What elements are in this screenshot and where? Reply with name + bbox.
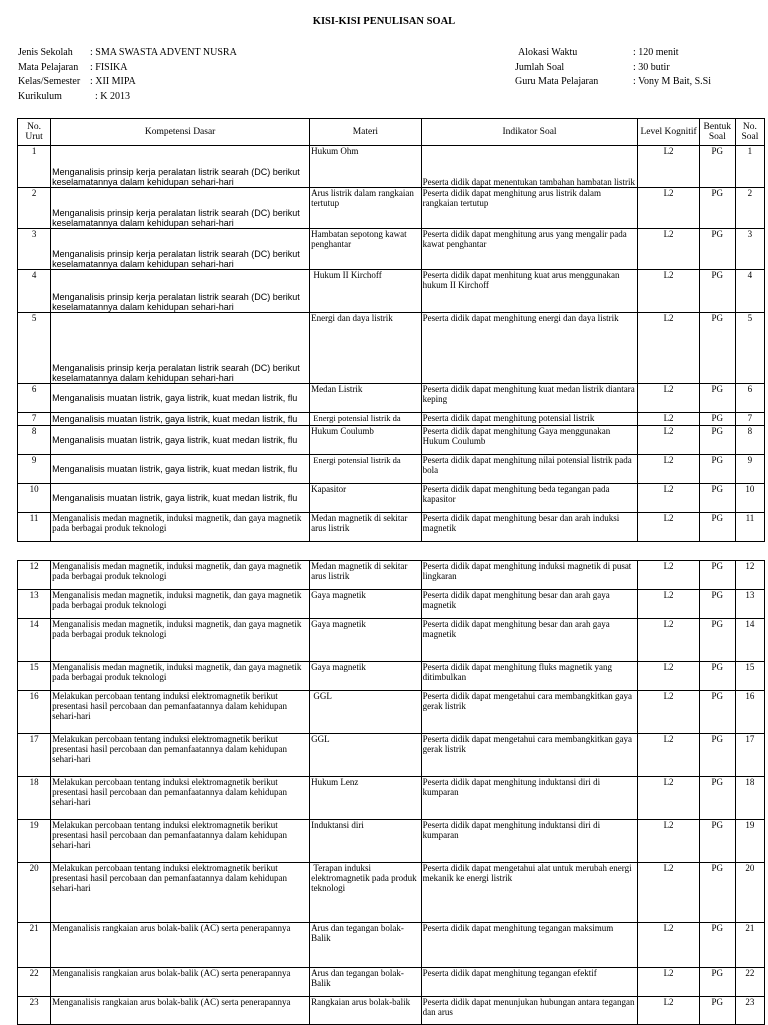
kompetensi-dasar-cell: Menganalisis rangkaian arus bolak-balik (AC) serta penerapannya [51,997,310,1025]
indikator-soal-cell: Peserta didik dapat menghitung Gaya menggunakan Hukum Coulumb [421,426,638,455]
materi-cell: Hambatan sepotong kawat penghantar [310,229,421,270]
table-row [18,691,765,734]
no-soal-cell: 5 [735,313,764,384]
row-number: 18 [18,777,51,820]
info-guru [515,75,711,90]
materi-cell: Arus listrik dalam rangkaian tertutup [310,188,421,229]
kompetensi-dasar-cell: Melakukan percobaan tentang induksi elektromagnetik berikut presentasi hasil percobaan dan pemanfaatannya dalam kehidupan sehari-hari [51,820,310,863]
table-row [18,619,765,662]
indikator-soal-cell: Peserta didik dapat mengetahui alat untuk merubah energi mekanik ke energi listrik [421,863,638,923]
row-number: 13 [18,590,51,619]
materi-cell: Medan magnetik di sekitar arus listrik [310,561,421,590]
level-kognitif-cell: L2 [638,426,699,455]
level-kognitif-cell: L2 [638,229,699,270]
kompetensi-dasar-cell: Menganalisis muatan listrik, gaya listrik, kuat medan listrik, flu [51,384,310,413]
materi-cell: Rangkaian arus bolak-balik [310,997,421,1025]
level-kognitif-cell: L2 [638,590,699,619]
level-kognitif-cell: L2 [638,484,699,513]
kompetensi-dasar-cell: Menganalisis muatan listrik, gaya listrik, kuat medan listrik, flu [51,426,310,455]
no-soal-cell: 1 [735,146,764,188]
indikator-soal-cell: Peserta didik dapat menghitung nilai potensial listrik pada bola [421,455,638,484]
indikator-soal-cell: Peserta didik dapat menghitung arus yang mengalir pada kawat penghantar [421,229,638,270]
no-soal-cell: 11 [735,513,764,542]
info-kelas-semester [18,75,237,90]
level-kognitif-cell: L2 [638,662,699,691]
materi-cell: GGL [310,691,421,734]
info-jenis-sekolah [18,46,237,61]
indikator-soal-cell: Peserta didik dapat menghitung induktansi diri di kumparan [421,777,638,820]
kompetensi-dasar-cell: Menganalisis muatan listrik, gaya listrik, kuat medan listrik, flu [51,484,310,513]
level-kognitif-cell: L2 [638,270,699,313]
row-number: 2 [18,188,51,229]
info-label: Guru Mata Pelajaran [515,76,599,87]
materi-cell: Energi potensial listrik da [310,413,421,426]
kompetensi-dasar-cell: Menganalisis prinsip kerja peralatan listrik searah (DC) berikut keselamatannya dalam kehidupan sehari-hari [51,188,310,229]
row-number: 23 [18,997,51,1025]
materi-cell: Medan magnetik di sekitar arus listrik [310,513,421,542]
table-row [18,923,765,968]
kompetensi-dasar-cell: Menganalisis medan magnetik, induksi magnetik, dan gaya magnetik pada berbagai produk teknologi [51,619,310,662]
materi-cell: Terapan induksi elektromagnetik pada produk teknologi [310,863,421,923]
materi-cell: Arus dan tegangan bolak-Balik [310,968,421,997]
indikator-soal-cell: Peserta didik dapat menentukan tambahan hambatan listrik [421,146,638,188]
no-soal-cell: 10 [735,484,764,513]
no-soal-cell: 2 [735,188,764,229]
bentuk-soal-cell: PG [699,270,735,313]
header-level-kognitif: Level Kognitif [638,119,699,146]
row-number: 4 [18,270,51,313]
no-soal-cell: 20 [735,863,764,923]
info-label: Kurikulum [18,90,62,102]
bentuk-soal-cell: PG [699,619,735,662]
level-kognitif-cell: L2 [638,820,699,863]
kompetensi-dasar-cell: Menganalisis medan magnetik, induksi magnetik, dan gaya magnetik pada berbagai produk teknologi [51,513,310,542]
row-number: 16 [18,691,51,734]
level-kognitif-cell: L2 [638,313,699,384]
kompetensi-dasar-cell: Menganalisis prinsip kerja peralatan listrik searah (DC) berikut keselamatannya dalam kehidupan sehari-hari [51,313,310,384]
info-value: : K 2013 [90,90,130,102]
bentuk-soal-cell: PG [699,188,735,229]
materi-cell: Kapasitor [310,484,421,513]
kompetensi-dasar-cell: Melakukan percobaan tentang induksi elektromagnetik berikut presentasi hasil percobaan dan pemanfaatannya dalam kehidupan sehari-hari [51,734,310,777]
materi-cell: Hukum II Kirchoff [310,270,421,313]
no-soal-cell: 21 [735,923,764,968]
row-number: 8 [18,426,51,455]
table-header-row [18,119,765,146]
bentuk-soal-cell: PG [699,513,735,542]
no-soal-cell: 22 [735,968,764,997]
header-kompetensi-dasar: Kompetensi Dasar [51,119,310,146]
bentuk-soal-cell: PG [699,146,735,188]
no-soal-cell: 12 [735,561,764,590]
level-kognitif-cell: L2 [638,513,699,542]
header-indikator-soal: Indikator Soal [421,119,638,146]
indikator-soal-cell: Peserta didik dapat menghitung tegangan maksimum [421,923,638,968]
info-alokasi-waktu [515,46,711,61]
materi-cell: Energi potensial listrik da [310,455,421,484]
info-label: Mata Pelajaran [18,61,79,73]
kisi-kisi-table-part-2 [17,560,765,1025]
header-no-urut: No. Urut [18,119,51,146]
level-kognitif-cell: L2 [638,561,699,590]
kompetensi-dasar-cell: Menganalisis medan magnetik, induksi magnetik, dan gaya magnetik pada berbagai produk teknologi [51,590,310,619]
no-soal-cell: 8 [735,426,764,455]
indikator-soal-cell: Peserta didik dapat menghitung fluks magnetik yang ditimbulkan [421,662,638,691]
indikator-soal-cell: Peserta didik dapat menghitung tegangan efektif [421,968,638,997]
kompetensi-dasar-cell: Menganalisis prinsip kerja peralatan listrik searah (DC) berikut keselamatannya dalam kehidupan sehari-hari [51,270,310,313]
level-kognitif-cell: L2 [638,691,699,734]
row-number: 6 [18,384,51,413]
table-row [18,313,765,384]
bentuk-soal-cell: PG [699,384,735,413]
level-kognitif-cell: L2 [638,863,699,923]
materi-cell: Gaya magnetik [310,662,421,691]
info-mata-pelajaran [18,61,237,76]
row-number: 21 [18,923,51,968]
row-number: 19 [18,820,51,863]
indikator-soal-cell: Peserta didik dapat menghitung besar dan arah gaya magnetik [421,590,638,619]
info-value: : 30 butir [633,61,670,73]
bentuk-soal-cell: PG [699,590,735,619]
indikator-soal-cell: Peserta didik dapat menunjukan hubungan antara tegangan dan arus [421,997,638,1025]
bentuk-soal-cell: PG [699,997,735,1025]
materi-cell: GGL [310,734,421,777]
kompetensi-dasar-cell: Melakukan percobaan tentang induksi elektromagnetik berikut presentasi hasil percobaan dan pemanfaatannya dalam kehidupan sehari-hari [51,691,310,734]
bentuk-soal-cell: PG [699,229,735,270]
indikator-soal-cell: Peserta didik dapat menghitung besar dan arah gaya magnetik [421,619,638,662]
materi-cell: Arus dan tegangan bolak-Balik [310,923,421,968]
indikator-soal-cell: Peserta didik dapat mengetahui cara membangkitkan gaya gerak listrik [421,691,638,734]
info-value: : Vony M Bait, S.Si [633,76,711,87]
header-no-soal: No. Soal [735,119,764,146]
materi-cell: Energi dan daya listrik [310,313,421,384]
level-kognitif-cell: L2 [638,997,699,1025]
kompetensi-dasar-cell: Melakukan percobaan tentang induksi elektromagnetik berikut presentasi hasil percobaan dan pemanfaatannya dalam kehidupan sehari-hari [51,863,310,923]
no-soal-cell: 4 [735,270,764,313]
bentuk-soal-cell: PG [699,691,735,734]
row-number: 17 [18,734,51,777]
row-number: 5 [18,313,51,384]
table-row [18,734,765,777]
row-number: 15 [18,662,51,691]
materi-cell: Hukum Lenz [310,777,421,820]
table-row [18,229,765,270]
level-kognitif-cell: L2 [638,188,699,229]
school-info [18,46,237,104]
document-title: KISI-KISI PENULISAN SOAL [312,16,456,27]
bentuk-soal-cell: PG [699,777,735,820]
level-kognitif-cell: L2 [638,455,699,484]
table-row [18,968,765,997]
row-number: 11 [18,513,51,542]
table-row [18,384,765,413]
bentuk-soal-cell: PG [699,863,735,923]
level-kognitif-cell: L2 [638,384,699,413]
materi-cell: Hukum Ohm [310,146,421,188]
no-soal-cell: 15 [735,662,764,691]
header-bentuk-soal: Bentuk Soal [699,119,735,146]
bentuk-soal-cell: PG [699,820,735,863]
no-soal-cell: 3 [735,229,764,270]
kompetensi-dasar-cell: Melakukan percobaan tentang induksi elektromagnetik berikut presentasi hasil percobaan dan pemanfaatannya dalam kehidupan sehari-hari [51,777,310,820]
bentuk-soal-cell: PG [699,455,735,484]
info-label: Alokasi Waktu [518,47,578,58]
level-kognitif-cell: L2 [638,619,699,662]
row-number: 10 [18,484,51,513]
kompetensi-dasar-cell: Menganalisis medan magnetik, induksi magnetik, dan gaya magnetik pada berbagai produk teknologi [51,561,310,590]
table-row [18,413,765,426]
indikator-soal-cell: Peserta didik dapat menghitung kuat medan listrik diantara keping [421,384,638,413]
level-kognitif-cell: L2 [638,146,699,188]
level-kognitif-cell: L2 [638,777,699,820]
kompetensi-dasar-cell: Menganalisis rangkaian arus bolak-balik (AC) serta penerapannya [51,923,310,968]
table-row [18,455,765,484]
no-soal-cell: 23 [735,997,764,1025]
bentuk-soal-cell: PG [699,968,735,997]
bentuk-soal-cell: PG [699,484,735,513]
bentuk-soal-cell: PG [699,923,735,968]
bentuk-soal-cell: PG [699,426,735,455]
info-value: : FISIKA [90,61,128,73]
indikator-soal-cell: Peserta didik dapat menhitung kuat arus menggunakan hukum II Kirchoff [421,270,638,313]
materi-cell: Induktansi diri [310,820,421,863]
indikator-soal-cell: Peserta didik dapat menghitung beda tegangan pada kapasitor [421,484,638,513]
materi-cell: Hukum Coulumb [310,426,421,455]
info-jumlah-soal [515,61,711,76]
kompetensi-dasar-cell: Menganalisis prinsip kerja peralatan listrik searah (DC) berikut keselamatannya dalam kehidupan sehari-hari [51,229,310,270]
kompetensi-dasar-cell: Menganalisis rangkaian arus bolak-balik (AC) serta penerapannya [51,968,310,997]
level-kognitif-cell: L2 [638,923,699,968]
no-soal-cell: 18 [735,777,764,820]
row-number: 14 [18,619,51,662]
row-number: 12 [18,561,51,590]
no-soal-cell: 7 [735,413,764,426]
table-row [18,188,765,229]
table-row [18,270,765,313]
info-value: : 120 menit [633,47,679,58]
bentuk-soal-cell: PG [699,413,735,426]
info-label: Jenis Sekolah [18,47,73,58]
row-number: 22 [18,968,51,997]
kompetensi-dasar-cell: Menganalisis medan magnetik, induksi magnetik, dan gaya magnetik pada berbagai produk teknologi [51,662,310,691]
info-kurikulum [18,90,237,105]
bentuk-soal-cell: PG [699,734,735,777]
header-materi: Materi [310,119,421,146]
indikator-soal-cell: Peserta didik dapat menghitung arus listrik dalam rangkaian tertutup [421,188,638,229]
materi-cell: Gaya magnetik [310,619,421,662]
info-value: : XII MIPA [90,76,136,87]
row-number: 7 [18,413,51,426]
level-kognitif-cell: L2 [638,968,699,997]
no-soal-cell: 19 [735,820,764,863]
bentuk-soal-cell: PG [699,561,735,590]
indikator-soal-cell: Peserta didik dapat mengetahui cara membangkitkan gaya gerak listrik [421,734,638,777]
exam-info [515,46,711,90]
kisi-kisi-table-part-1 [17,118,765,542]
info-label: Kelas/Semester [18,76,81,87]
indikator-soal-cell: Peserta didik dapat menghitung besar dan arah induksi magnetik [421,513,638,542]
no-soal-cell: 9 [735,455,764,484]
table-row [18,863,765,923]
indikator-soal-cell: Peserta didik dapat menghitung induksi magnetik di pusat lingkaran [421,561,638,590]
indikator-soal-cell: Peserta didik dapat menghitung induktansi diri di kumparan [421,820,638,863]
level-kognitif-cell: L2 [638,413,699,426]
no-soal-cell: 16 [735,691,764,734]
bentuk-soal-cell: PG [699,313,735,384]
table-row [18,561,765,590]
level-kognitif-cell: L2 [638,734,699,777]
no-soal-cell: 17 [735,734,764,777]
indikator-soal-cell: Peserta didik dapat menghitung potensial listrik [421,413,638,426]
table-row [18,777,765,820]
no-soal-cell: 14 [735,619,764,662]
table-row [18,513,765,542]
kompetensi-dasar-cell: Menganalisis muatan listrik, gaya listrik, kuat medan listrik, flu [51,455,310,484]
table-row [18,662,765,691]
kompetensi-dasar-cell: Menganalisis muatan listrik, gaya listrik, kuat medan listrik, flu [51,413,310,426]
no-soal-cell: 13 [735,590,764,619]
row-number: 20 [18,863,51,923]
row-number: 9 [18,455,51,484]
info-label: Jumlah Soal [515,61,565,73]
table-row [18,590,765,619]
no-soal-cell: 6 [735,384,764,413]
materi-cell: Gaya magnetik [310,590,421,619]
materi-cell: Medan Listrik [310,384,421,413]
bentuk-soal-cell: PG [699,662,735,691]
indikator-soal-cell: Peserta didik dapat menghitung energi dan daya listrik [421,313,638,384]
table-row [18,484,765,513]
info-value: : SMA SWASTA ADVENT NUSRA [90,47,237,58]
table-row [18,426,765,455]
table-row [18,146,765,188]
table-row [18,997,765,1025]
row-number: 3 [18,229,51,270]
table-row [18,820,765,863]
row-number: 1 [18,146,51,188]
kompetensi-dasar-cell: Menganalisis prinsip kerja peralatan listrik searah (DC) berikut keselamatannya dalam kehidupan sehari-hari [51,146,310,188]
